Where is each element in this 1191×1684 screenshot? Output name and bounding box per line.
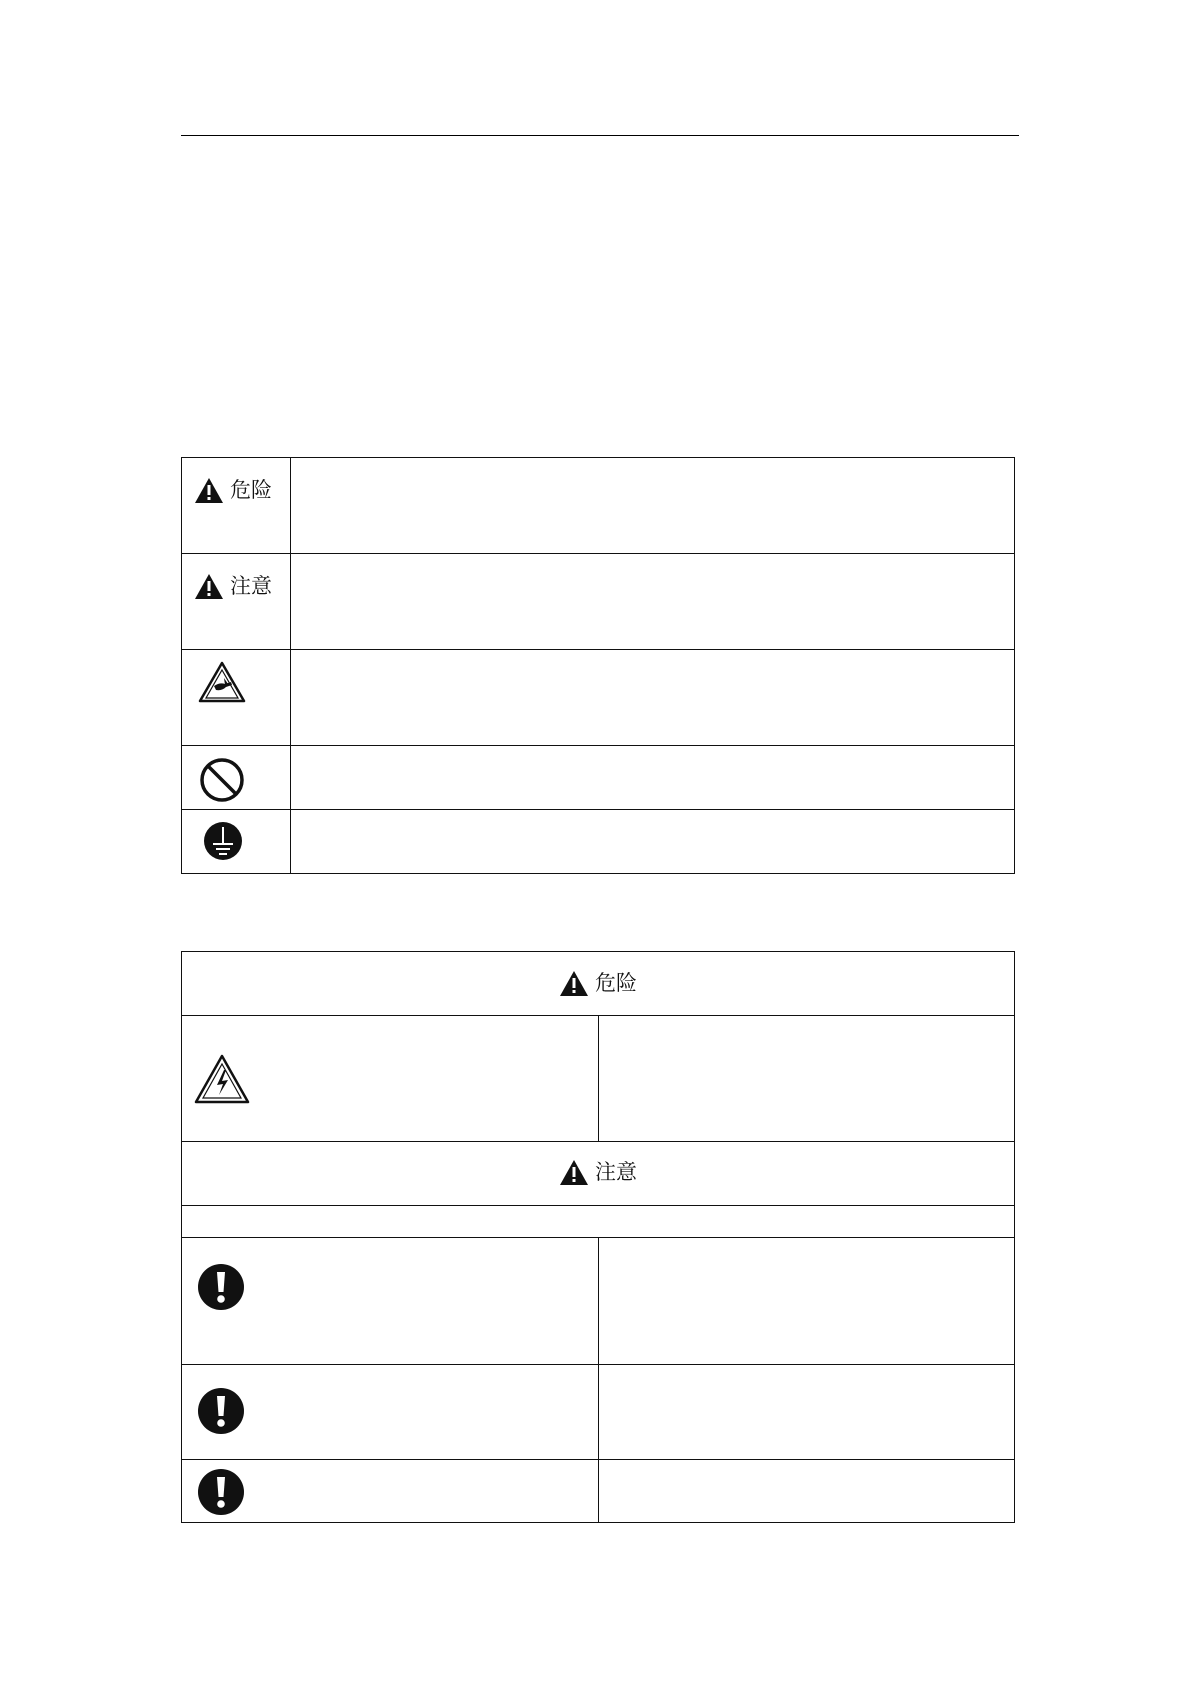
icon-cell [182,1016,599,1142]
icon-cell [182,650,291,746]
icon-cell [182,810,291,874]
table-row [182,746,1015,810]
empty-cell [182,1206,1015,1238]
description-cell [291,554,1015,650]
table-row [182,810,1015,874]
icon-cell [182,458,291,554]
danger-header-cell [182,952,1015,1016]
mandatory-exclamation-icon [196,1386,246,1436]
table-row [182,554,1015,650]
table-row [182,1460,1015,1523]
prohibited-circle-icon [199,757,245,803]
icon-cell [182,1365,599,1460]
table-row [182,1238,1015,1365]
mandatory-exclamation-icon [196,1262,246,1312]
danger-label [194,477,290,504]
description-cell [291,810,1015,874]
description-cell [291,458,1015,554]
header-rule [181,135,1019,136]
description-cell [598,1460,1015,1523]
mandatory-exclamation-icon [196,1467,246,1517]
symbol-legend-table [181,457,1015,874]
icon-cell [182,554,291,650]
icon-cell [182,746,291,810]
icon-cell [182,1238,599,1365]
description-cell [598,1365,1015,1460]
row-label: 注意 [230,574,272,598]
safety-precautions-table [181,951,1015,1523]
description-cell [291,746,1015,810]
warning-triangle-icon [194,477,224,504]
table-row [182,1365,1015,1460]
electric-shock-icon [194,1053,250,1105]
description-cell [598,1016,1015,1142]
caution-header-cell [182,1142,1015,1206]
table-row [182,1206,1015,1238]
ground-earth-icon [203,819,243,863]
caution-label [194,573,290,600]
table-row [182,650,1015,746]
caution-header-label: 注意 [595,1160,637,1184]
description-cell [291,650,1015,746]
description-cell [598,1238,1015,1365]
warning-triangle-icon [559,1159,589,1186]
hand-pinch-hazard-icon [198,660,246,704]
warning-triangle-icon [559,970,589,997]
table-row [182,1016,1015,1142]
danger-header [182,970,1014,997]
caution-header [182,1159,1014,1186]
icon-cell [182,1460,599,1523]
warning-triangle-icon [194,573,224,600]
table-row [182,952,1015,1016]
table-row [182,458,1015,554]
table-row [182,1142,1015,1206]
danger-header-label: 危险 [595,971,637,995]
row-label: 危险 [230,478,272,502]
